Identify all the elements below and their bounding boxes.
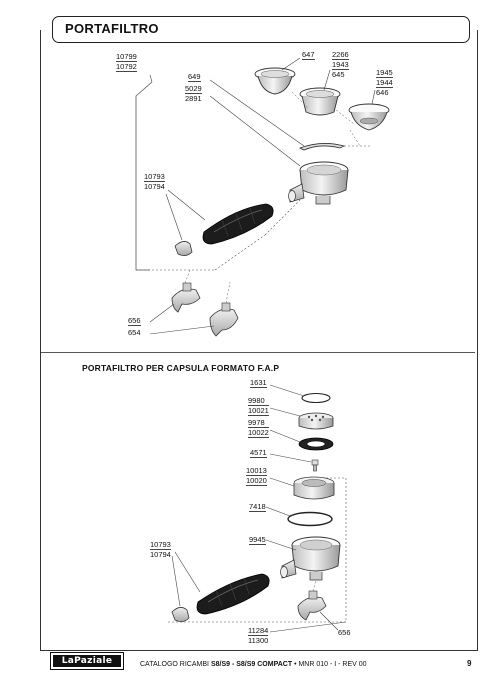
catalog-footer [140,661,367,668]
part-code: 9978 [248,418,269,428]
leader-line [270,408,300,416]
part-code-649: 649 [188,72,201,81]
catalog-suffix: • MNR 010 - I - REV 00 [294,661,367,668]
leader-line [372,90,375,104]
spout-656-fap [298,591,326,620]
brand-logo [50,652,124,670]
part-code: 1943 [332,60,349,69]
oring-7418 [288,513,332,526]
part-code: 1945 [376,68,393,77]
part-code: 10792 [116,62,137,71]
page-number: 9 [467,659,472,668]
part-code: 10794 [150,550,171,559]
leader-line [150,326,214,334]
label-group-10793b [150,540,171,559]
leader-line [150,304,174,322]
filter-basket-1945 [349,104,389,130]
label-group-9978 [248,418,269,438]
oring-1631 [302,394,330,403]
part-code: 10793 [150,540,171,549]
leader-line [270,430,300,442]
part-code-654: 654 [128,328,141,337]
filter-basket-2266 [300,88,340,115]
page-title: PORTAFILTRO [65,21,159,36]
part-code-656b: 656 [338,628,351,637]
holder-10013 [294,477,334,499]
part-code-7418: 7418 [249,502,266,511]
label-group-11284 [248,626,268,645]
part-code: 10793 [144,172,165,181]
part-code: 10794 [144,182,165,191]
part-code: 10020 [246,476,267,485]
portafilter-body-fap [281,537,341,580]
label-group-2266 [332,50,349,79]
leader-line [270,478,294,486]
catalog-prefix: CATALOGO RICAMBI [140,661,209,668]
label-group-9980 [248,396,269,416]
part-code-647: 647 [302,50,315,59]
leader-line [185,270,190,283]
leader-line [266,507,290,516]
handle-grip [203,204,273,244]
part-code-9945: 9945 [249,535,266,544]
leader-line [270,454,311,462]
leader-line [175,552,200,592]
part-code: 10021 [248,406,269,415]
leader-line [172,556,180,606]
part-code: 10013 [246,466,267,475]
part-code: 10022 [248,428,269,437]
spring-part [300,143,344,150]
leader-line [282,58,300,70]
leader-line [270,385,304,396]
part-code: 10799 [116,52,137,61]
label-group-10013 [246,466,267,486]
part-code: 11300 [248,636,269,645]
filter-basket-647 [255,68,295,94]
section-subtitle: PORTAFILTRO PER CAPSULA FORMATO F.A.P [82,363,280,373]
part-code: 9980 [248,396,269,406]
label-group-1945 [376,68,393,97]
part-code: 2891 [185,94,202,103]
leader-line [324,70,330,90]
part-code-4571: 4571 [250,448,267,457]
leader-line [166,194,182,240]
part-code: 646 [376,88,389,97]
leader-line [266,540,296,550]
part-code-656: 656 [128,316,141,325]
part-code-1631: 1631 [250,378,267,387]
brand-logo-text: LaPaziale [53,655,121,667]
disk-9980 [299,413,333,429]
part-code: 1944 [376,78,393,87]
pin-4571 [312,460,318,471]
catalog-models: S8/S9 - S8/S9 COMPACT [210,661,293,668]
spout-656 [172,283,200,312]
end-cap [175,241,192,255]
handle-grip-fap [197,574,269,614]
label-group-5029 [185,84,202,103]
part-code: 11284 [248,626,269,635]
end-cap-fap [172,607,189,621]
leader-line [320,612,338,630]
label-group-10793 [144,172,165,191]
portafilter-body [289,162,349,204]
part-code: 5029 [185,84,202,93]
label-group-10799 [116,52,137,72]
gasket-9978 [299,438,333,450]
leader-line [226,282,230,303]
part-code: 2266 [332,50,349,59]
leader-line [313,580,316,591]
leader-line [210,80,304,146]
leader-line [150,75,152,82]
spout-654 [210,303,238,336]
leader-line [210,96,300,166]
leader-line [350,130,360,146]
part-code: 645 [332,70,345,79]
